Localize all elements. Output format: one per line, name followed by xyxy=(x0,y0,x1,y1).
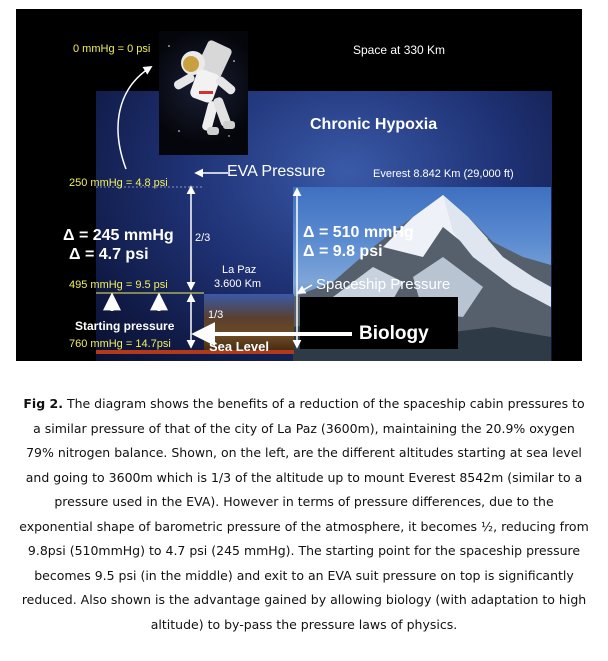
label-eva-pressure: EVA Pressure xyxy=(227,163,326,180)
label-everest: Everest 8.842 Km (29,000 ft) xyxy=(373,168,514,180)
label-chronic-hypoxia: Chronic Hypoxia xyxy=(310,116,438,133)
label-delta-left-psi: Δ = 4.7 psi xyxy=(69,246,149,263)
caption-label: Fig 2. xyxy=(23,396,63,411)
label-zero-pressure: 0 mmHg = 0 psi xyxy=(73,43,151,55)
label-delta-right-mmhg: Δ = 510 mmHg xyxy=(303,224,414,241)
label-space: Space at 330 Km xyxy=(353,43,446,57)
label-one-third: 1/3 xyxy=(208,309,224,321)
label-spaceship-pressure: Spaceship Pressure xyxy=(316,276,451,293)
label-la-paz: La Paz xyxy=(222,264,257,276)
label-sea-level: Sea Level xyxy=(209,339,269,354)
diagram-figure xyxy=(16,9,582,361)
label-starting-pressure: Starting pressure xyxy=(75,319,175,333)
label-495-mmhg: 495 mmHg = 9.5 psi xyxy=(69,279,168,291)
label-250-mmhg: 250 mmHg = 4.8 psi xyxy=(69,177,168,189)
figure-caption xyxy=(18,392,590,637)
caption-text: The diagram shows the benefits of a reduction of the spaceship cabin pressures to a similar pressure of that of the city of La Paz (3600m), maintaining the 20.9% oxygen 79% nitrogen balance. Shown, on the left, are the different altitudes starting at sea level and going to 3600m which is 1/3 of the altitude up to mount Everest 8542m (similar to a pressure used in the EVA). However in terms of pressure differences, due to the exponential shape of barometric pressure of the atmosphere, it becomes ½, reducing from 9.8psi (510mmHg) to 4.7 psi (245 mmHg). The starting point for the spaceship pressure becomes 9.5 psi (in the middle) and exit to an EVA suit pressure on top is significantly reduced. Also shown is the advantage gained by allowing biology (with adaptation to high altitude) to by-pass the pressure laws of physics. xyxy=(19,396,589,632)
label-760-mmhg: 760 mmHg = 14.7psi xyxy=(69,338,171,350)
label-two-thirds: 2/3 xyxy=(195,232,211,244)
label-delta-left-mmhg: Δ = 245 mmHg xyxy=(63,227,174,244)
label-biology: Biology xyxy=(359,323,429,344)
label-la-paz-altitude: 3.600 Km xyxy=(214,278,262,290)
label-delta-right-psi: Δ = 9.8 psi xyxy=(303,243,383,260)
